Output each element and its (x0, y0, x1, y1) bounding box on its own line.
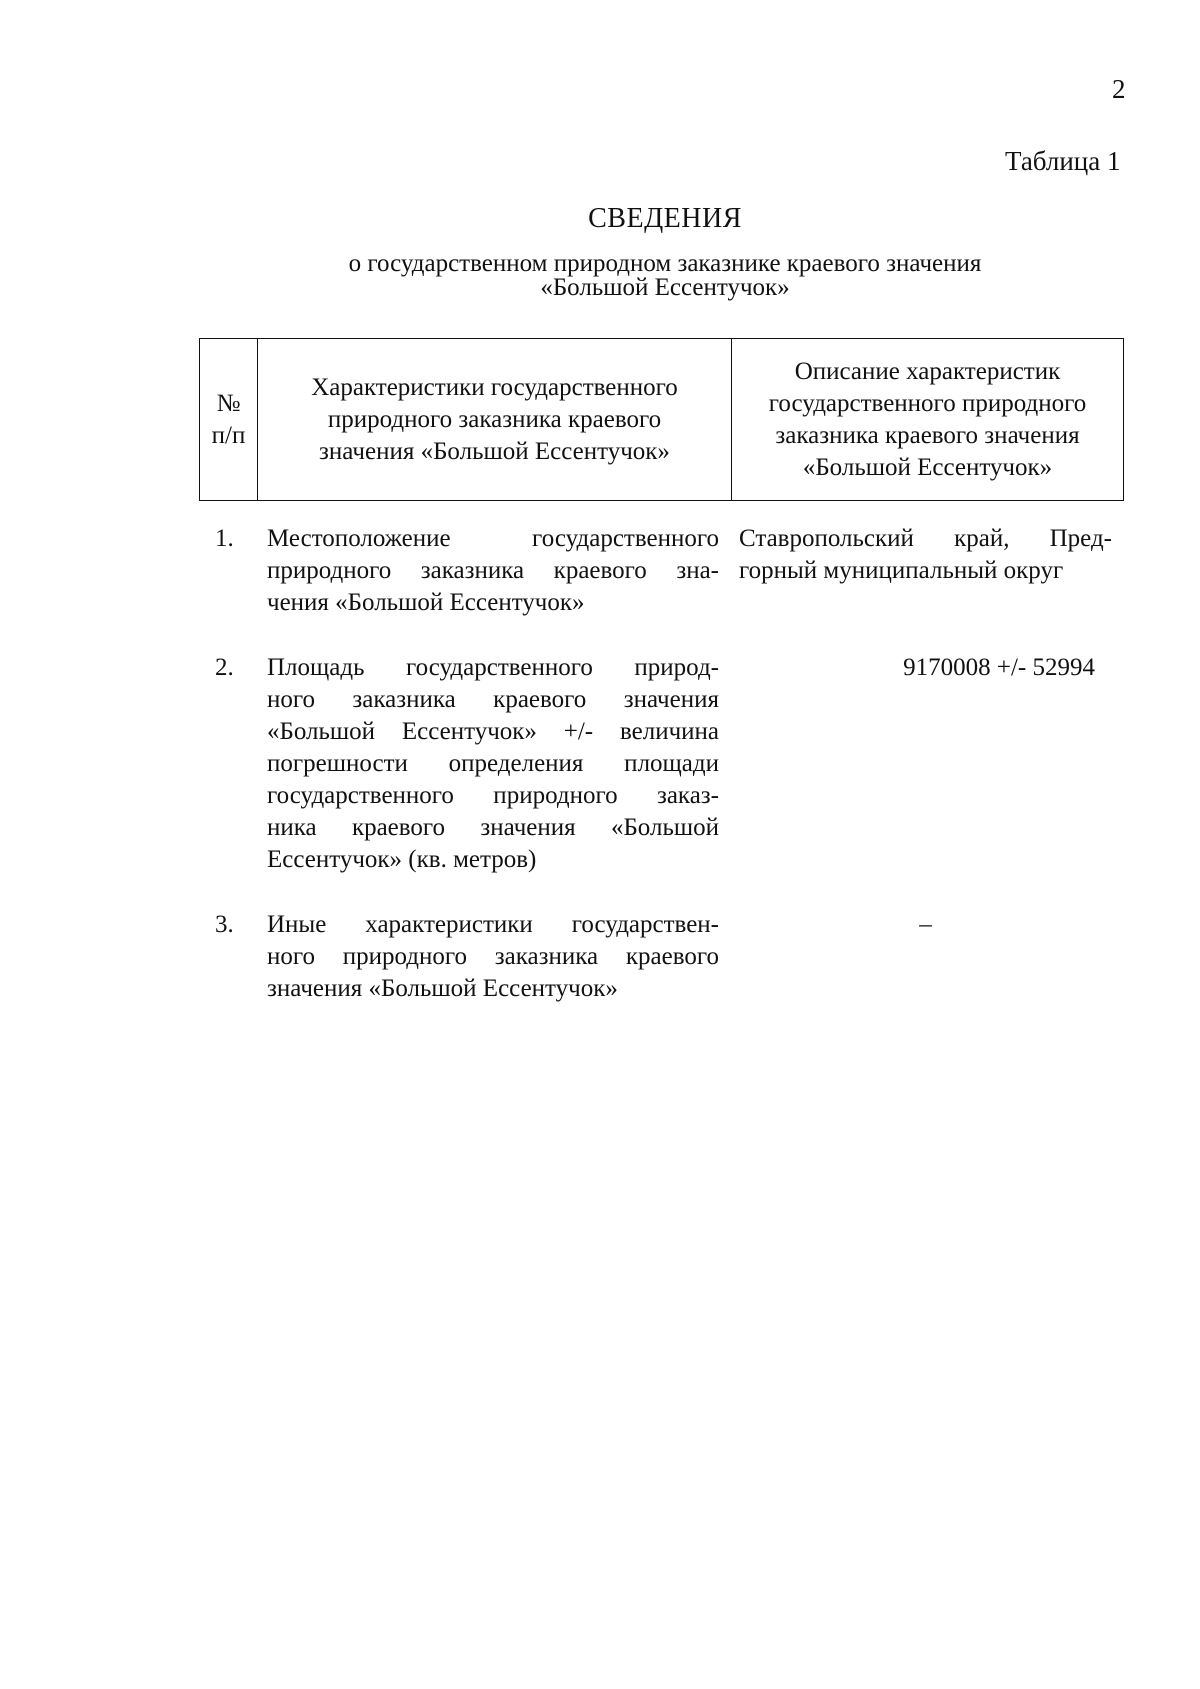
row-line: погрешности определения площади (267, 750, 719, 777)
header-line: Характеристики государственного (311, 373, 678, 401)
row-number: 2. (215, 654, 234, 681)
header-line: значения «Большой Ессентучок» (319, 437, 670, 465)
row-line: ного природного заказника краевого (267, 943, 719, 970)
page-number: 2 (1112, 74, 1126, 104)
row-line: Ставропольский край, Пред- (739, 525, 1112, 552)
row-line: государственного природного заказ- (267, 782, 719, 809)
row-line: «Большой Ессентучок» +/- величина (267, 718, 719, 745)
header-line: государственного природного (768, 389, 1087, 417)
row-description: – (919, 911, 932, 938)
row-line: чения «Большой Ессентучок» (267, 589, 585, 616)
header-line: природного заказника краевого (327, 405, 662, 433)
subtitle-line: о государственном природном заказнике краевого значения (348, 250, 982, 277)
row-number: 1. (215, 525, 234, 552)
row-line: Ессентучок» (кв. метров) (267, 846, 537, 873)
row-description (739, 523, 1112, 587)
row-line: природного заказника краевого зна- (267, 557, 719, 584)
table-label: Таблица 1 (1005, 146, 1121, 176)
header-line: Описание характеристик (794, 357, 1061, 385)
row-characteristic (267, 652, 719, 876)
header-cell-description (732, 339, 1123, 500)
header-cell-number (200, 339, 258, 500)
subtitle-line: «Большой Ессентучок» (540, 274, 790, 301)
header-line: «Большой Ессентучок» (802, 453, 1053, 481)
header-number-label: п/п (211, 421, 246, 449)
header-number-label: № (216, 389, 241, 417)
document-title: СВЕДЕНИЯ (588, 203, 742, 234)
row-line: Иные характеристики государствен- (267, 911, 719, 938)
header-line: заказника краевого значения (775, 421, 1080, 449)
row-line: Местоположение государственного (267, 525, 719, 552)
row-description: 9170008 +/- 52994 (903, 654, 1095, 681)
row-line: ного заказника краевого значения (267, 686, 719, 713)
row-number: 3. (215, 911, 234, 938)
row-line: горный муниципальный округ (739, 557, 1064, 584)
document-subtitle (0, 252, 1200, 300)
row-line: ника краевого значения «Большой (267, 814, 719, 841)
row-line: Площадь государственного природ- (267, 654, 719, 681)
row-characteristic (267, 523, 719, 619)
row-line: значения «Большой Ессентучок» (267, 975, 618, 1002)
row-characteristic (267, 909, 719, 1005)
header-cell-characteristics (258, 339, 732, 500)
table-header (199, 338, 1124, 501)
